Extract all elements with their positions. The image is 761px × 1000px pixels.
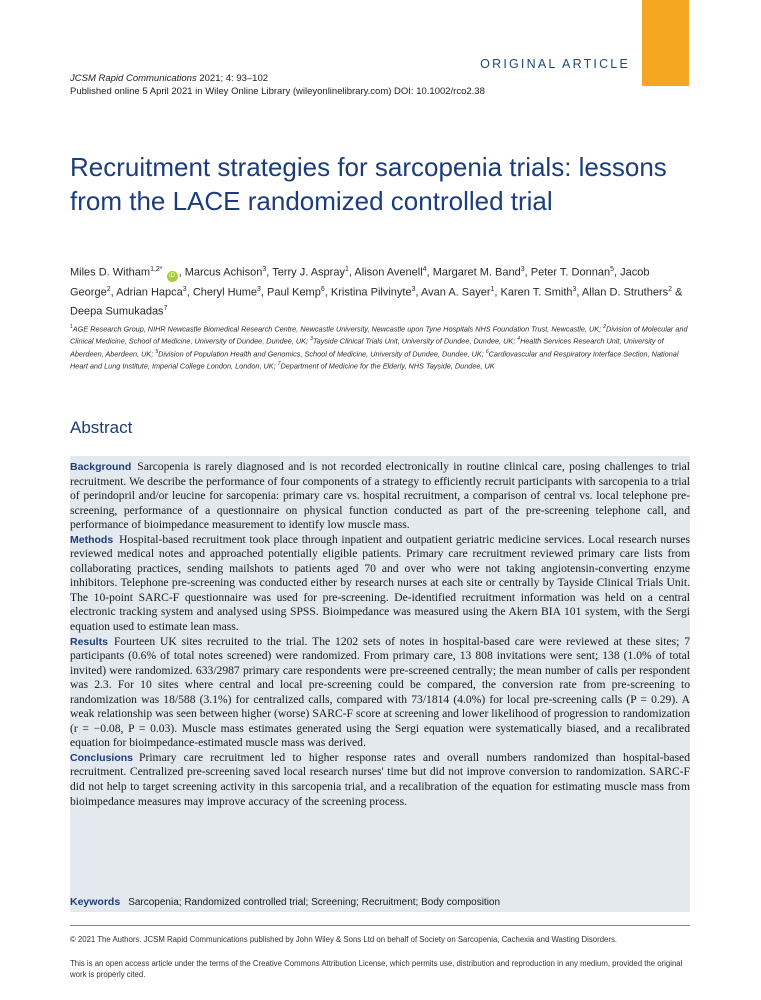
article-title: Recruitment strategies for sarcopenia trials: lessons from the LACE randomized controlled trial	[70, 152, 667, 216]
copyright-notice: © 2021 The Authors. JCSM Rapid Communications published by John Wiley & Sons Ltd on behalf of Society on Sarcopenia, Cachexia and Wasting Disorders.	[70, 935, 618, 944]
affiliation-text: Department of Medicine for the Elderly, NHS Tayside, Dundee, UK	[280, 361, 495, 371]
author-name: Kristina Pilvinyte	[330, 286, 412, 299]
author-name: Karen T. Smith	[500, 286, 573, 299]
affiliation-marker: 4	[517, 336, 521, 343]
affiliation-marker: 6	[485, 348, 489, 355]
journal-info	[70, 72, 485, 98]
author-name: Miles D. Witham	[70, 266, 151, 279]
affiliation-marker: 7	[277, 361, 281, 368]
author-name: Margaret M. Band	[432, 266, 521, 279]
author-affiliation-marker: 3	[520, 266, 525, 273]
author-affiliation-marker: 1	[490, 285, 495, 293]
section-text: Sarcopenia is rarely diagnosed and is not recorded electronically in routine clinical care, posing challenges to trial recruitment. We describe the performance of four components of a strategy to efficiently recruit participants with sarcopenia to a trial of perindopril and/or leucine for sarcopenia: primary care vs. hospital recruitment, a comparison of central vs. local telephone pre-screening, performance of a questionnaire on physical function conducted as part of the pre-screening telephone call, and performance of bioimpedance measurement to identify low muscle mass.	[70, 460, 690, 532]
author-name: Adrian Hapca	[116, 286, 183, 299]
abstract-section-conclusions	[70, 751, 690, 809]
journal-name: JCSM Rapid Communications	[70, 73, 197, 84]
affiliation-text: Tayside Clinical Trials Unit, University of Dundee, Dundee, UK;	[312, 336, 518, 346]
author-affiliation-marker: 3	[572, 285, 577, 293]
author-list: Miles D. Witham$^{1,2*}$ iD , Marcus Achison$^3$, Terry J. Aspray$^1$, Alison Avenell$^4$, Margaret M. Band$^3$, Peter T. Donnan$^5$, Jacob George$^2$, Adrian Hapca$^3$, Cheryl Hume$^3$, Paul Kemp$^6$, Kristina Pilvinyte$^3$, Avan A. Sayer$^1$, Karen T. Smith$^3$, Allan D. Struthers$^2$ & Deepa Sumukadas$^7$	[70, 266, 683, 318]
keywords-text: Sarcopenia; Randomized controlled trial; Screening; Recruitment; Body composition	[128, 897, 501, 908]
author-affiliation-marker: 5	[610, 266, 614, 273]
author-affiliation-marker: 2	[106, 285, 111, 293]
affiliations	[70, 322, 690, 372]
author-name: Cheryl Hume	[192, 286, 257, 299]
affiliation-marker: 3	[310, 336, 313, 343]
abstract-section-results	[70, 635, 690, 751]
author-affiliation-marker: 2	[668, 285, 673, 293]
article-type-label: ORIGINAL ARTICLE	[480, 57, 630, 71]
section-label: Background	[70, 461, 132, 473]
author-name: Paul Kemp	[267, 286, 321, 299]
license-notice: This is an open access article under the terms of the Creative Commons Attribution License, which permits use, distribution and reproduction in any medium, provided the original work is properly cited.	[70, 959, 683, 979]
footer-divider	[70, 925, 690, 926]
section-text: Hospital-based recruitment took place through inpatient and outpatient geriatric medicine services. Local research nurses reviewed medical notes and approached potentially eligible patients. Primary care recruitment reviewed primary care lists from collaborating practices, sending mailshots to patients aged 70 and over who were not taking angiotensin-converting enzyme inhibitors. Telephone pre-screening was conducted either by research nurses at each site or centrally by Tayside Clinical Trials Unit. The 10-point SARC-F questionnaire was used for pre-screening. De-identified recruitment information was held on a central electronic tracking system and analysed using SPSS. Bioimpedance was measured using the Akern BIA 101 system, with the Sergi equation used to estimate lean mass.	[70, 532, 690, 634]
section-label: Methods	[70, 533, 114, 546]
affiliation-text: Health Services Research Unit, University of Aberdeen, Aberdeen, UK;	[70, 336, 664, 359]
author-name: Jacob George	[70, 266, 650, 299]
publication-line: Published online 5 April 2021 in Wiley Online Library (wileyonlinelibrary.com) DOI: 10.1002/rco2.38	[70, 86, 485, 97]
abstract-section-methods	[70, 533, 690, 635]
author-affiliation-marker: 3	[411, 285, 416, 293]
section-label: Results	[70, 635, 108, 648]
affiliation-text: Division of Population Health and Genomics, School of Medicine, University of Dundee, Dundee, UK;	[158, 349, 486, 359]
keywords-label: Keywords	[70, 896, 121, 908]
author-name: Marcus Achison	[184, 266, 263, 279]
author-name: Deepa Sumukadas	[70, 305, 164, 318]
author-affiliation-marker: 1,2*	[150, 266, 163, 273]
author-affiliation-marker: 3	[262, 266, 267, 273]
author-name: Avan A. Sayer	[421, 286, 491, 299]
affiliation-marker: 1	[70, 324, 73, 330]
keywords	[70, 896, 690, 908]
affiliation-text: Cardiovascular and Respiratory Interface Section, National Heart and Lung Institute, Imperial College London, London, UK;	[70, 349, 679, 371]
affiliation-text: AGE Research Group, NIHR Newcastle Biomedical Research Centre, Newcastle University, Newcastle upon Tyne Hospitals NHS Foundation Trust, Newcastle, UK;	[72, 324, 604, 334]
abstract-section-background	[70, 460, 690, 533]
author-name: Alison Avenell	[354, 266, 423, 279]
section-text: Primary care recruitment led to higher response rates and overall numbers randomized than hospital-based recruitment. Centralized pre-screening saved local research nurses' time but did not improve conversion to randomization. SARC-F did not help to target screening activity in this sarcopenia trial, and a recalibration of the equation for estimating muscle mass from bioimpedance measures may improve accuracy of the screening process.	[70, 750, 690, 808]
author-name: Allan D. Struthers	[581, 286, 669, 299]
author-affiliation-marker: 4	[422, 266, 427, 273]
section-label: Conclusions	[70, 751, 134, 764]
affiliation-marker: 5	[155, 348, 159, 355]
affiliation-text: Division of Molecular and Clinical Medicine, School of Medicine, University of Dundee, Dundee, UK;	[70, 324, 688, 346]
author-name: Peter T. Donnan	[530, 266, 611, 279]
journal-color-tab	[642, 0, 689, 86]
author-affiliation-marker: 3	[257, 285, 261, 293]
author-affiliation-marker: 3	[182, 285, 187, 293]
author-affiliation-marker: 7	[163, 304, 168, 312]
journal-volume: 2021; 4: 93–102	[196, 73, 269, 84]
author-name: Terry J. Aspray	[272, 266, 345, 279]
abstract-body	[70, 460, 690, 809]
author-affiliation-marker: 6	[320, 285, 325, 293]
orcid-icon[interactable]: iD	[167, 271, 178, 282]
abstract-heading: Abstract	[70, 418, 133, 437]
affiliation-marker: 2	[603, 324, 607, 330]
author-affiliation-marker: 1	[344, 266, 349, 273]
section-text: Fourteen UK sites recruited to the trial. The 1202 sets of notes in hospital-based care were reviewed at these sites; 7 participants (0.6% of total notes screened) were randomized. From primary care, 13 808 invitations were sent; 138 (1.0% of total invited) were randomized. 633/2987 primary care respondents were pre-screened centrally; the mean number of calls per respondent was 2.3. For 10 sites where central and local pre-screening could be compared, the conversion rate from pre-screening to randomization was 18/588 (3.1%) for centralized calls, compared with 73/1814 (4.0%) for local pre-screening calls (P = 0.29). A weak relationship was seen between higher (worse) SARC-F score at screening and lower likelihood of progression to randomization (r = −0.08, P = 0.03). Muscle mass estimates generated using the Sergi equation were systematically biased, and a recalibrated equation for bioimpedance-estimated muscle mass was derived.	[70, 634, 690, 750]
